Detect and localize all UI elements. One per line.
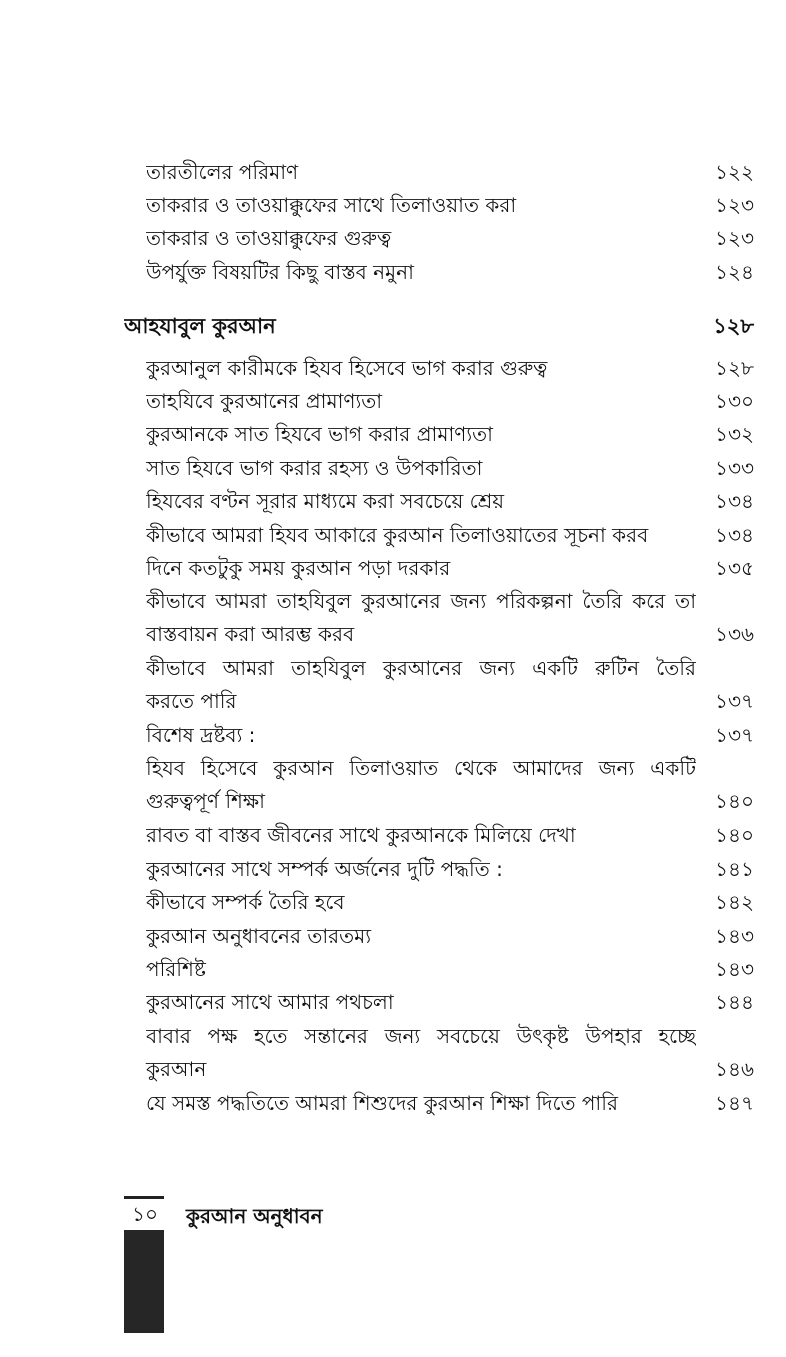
footer-decorative-bar — [124, 1230, 164, 1333]
toc-entry-title: সাত হিযবে ভাগ করার রহস্য ও উপকারিতা — [146, 456, 483, 480]
toc-entry-title: কুরআনকে সাত হিযবে ভাগ করার প্রামাণ্যতা — [146, 422, 493, 446]
toc-entry[interactable] — [146, 953, 754, 985]
toc-entry-page: ১৪৬ — [715, 1057, 754, 1081]
toc-entry-multiline[interactable] — [146, 585, 754, 651]
toc-entry[interactable] — [146, 886, 754, 918]
toc-entry-title-continued: বাস্তবায়ন করা আরম্ভ করব — [146, 622, 355, 646]
toc-section-heading[interactable] — [124, 310, 754, 342]
toc-entry-page: ১৩৬ — [715, 622, 754, 646]
toc-entry-page: ১২৩ — [715, 226, 754, 250]
toc-entry-page: ১৪৪ — [715, 990, 754, 1014]
toc-entry-page: ১৩২ — [715, 422, 754, 446]
toc-entry[interactable] — [146, 853, 754, 885]
toc-entry-title: কীভাবে আমরা তাহযিবুল কুরআনের জন্য পরিকল্পনা তৈরি করে তা — [146, 589, 696, 613]
toc-entry-title: কীভাবে আমরা হিযব আকারে কুরআন তিলাওয়াতের সূচনা করব — [146, 523, 649, 547]
toc-entry-page: ১৪৩ — [715, 957, 754, 981]
toc-entry-page: ১৪১ — [715, 857, 754, 881]
toc-entry-title: যে সমস্ত পদ্ধতিতে আমরা শিশুদের কুরআন শিক্ষা দিতে পারি — [146, 1091, 618, 1115]
toc-entry-page: ১৩৪ — [715, 489, 754, 513]
toc-entry[interactable] — [146, 485, 754, 517]
toc-entry-title-continued: করতে পারি — [146, 689, 237, 713]
toc-entry-page: ১২২ — [715, 160, 754, 184]
toc-entry[interactable] — [146, 519, 754, 551]
toc-entry-page: ১২৪ — [715, 260, 754, 284]
toc-entry-multiline[interactable] — [146, 1020, 754, 1086]
toc-entry-title: তাহযিবে কুরআনের প্রামাণ্যতা — [146, 389, 383, 413]
toc-section-title: আহযাবুল কুরআন — [124, 314, 276, 338]
toc-entry[interactable] — [146, 189, 754, 221]
toc-entry-page: ১৪০ — [715, 823, 754, 847]
toc-entry-title: হিযবের বণ্টন সূরার মাধ্যমে করা সবচেয়ে শ্রেয় — [146, 489, 505, 513]
toc-entry-page: ১৩৫ — [715, 556, 754, 580]
running-footer-title: কুরআন অনুধাবন — [186, 1204, 323, 1228]
toc-entry[interactable] — [146, 819, 754, 851]
page-number: ১০ — [132, 1202, 158, 1226]
toc-entry[interactable] — [146, 418, 754, 450]
toc-entry[interactable] — [146, 452, 754, 484]
toc-entry-title: তাকরার ও তাওয়াক্কুফের সাথে তিলাওয়াত করা — [146, 193, 517, 217]
toc-entry-title: কীভাবে আমরা তাহযিবুল কুরআনের জন্য একটি রুটিন তৈরি — [146, 656, 696, 680]
toc-entry-title: কুরআনের সাথে সম্পর্ক অর্জনের দুটি পদ্ধতি : — [146, 857, 503, 881]
toc-entry-title-continued: গুরুত্বপূর্ণ শিক্ষা — [146, 789, 265, 813]
toc-entry-title: কুরআনুল কারীমকে হিযব হিসেবে ভাগ করার গুরুত্ব — [146, 356, 548, 380]
toc-entry-title: বাবার পক্ষ হতে সন্তানের জন্য সবচেয়ে উৎকৃষ্ট উপহার হচ্ছে — [146, 1024, 696, 1048]
toc-entry-page: ১৪৩ — [715, 924, 754, 948]
toc-entry-page: ১২৩ — [715, 193, 754, 217]
toc-entry-title-continued: কুরআন — [146, 1057, 207, 1081]
toc-entry-title: তাকরার ও তাওয়াক্কুফের গুরুত্ব — [146, 226, 392, 250]
toc-entry-title: পরিশিষ্ট — [146, 957, 206, 981]
toc-entry-title: উপর্যুক্ত বিষয়টির কিছু বাস্তব নমুনা — [146, 260, 414, 284]
toc-entry-title: বিশেষ দ্রষ্টব্য : — [146, 723, 256, 747]
toc-entry[interactable] — [146, 156, 754, 188]
footer-rule — [124, 1196, 164, 1199]
toc-entry-title: রাবত বা বাস্তব জীবনের সাথে কুরআনকে মিলিয়ে দেখা — [146, 823, 576, 847]
toc-entry-title: কুরআন অনুধাবনের তারতম্য — [146, 924, 372, 948]
toc-entry-page: ১৩৩ — [715, 456, 754, 480]
toc-entry[interactable] — [146, 222, 754, 254]
toc-entry-title: হিযব হিসেবে কুরআন তিলাওয়াত থেকে আমাদের জন্য একটি — [146, 756, 696, 780]
toc-entry[interactable] — [146, 986, 754, 1018]
toc-section-page: ১২৮ — [713, 314, 754, 338]
toc-entry-page: ১৩৭ — [715, 723, 754, 747]
toc-entry[interactable] — [146, 920, 754, 952]
toc-entry-page: ১৩৭ — [715, 689, 754, 713]
toc-entry[interactable] — [146, 719, 754, 751]
toc-entry[interactable] — [146, 552, 754, 584]
toc-entry-page: ১৪২ — [715, 890, 754, 914]
toc-entry-multiline[interactable] — [146, 652, 754, 718]
toc-entry[interactable] — [146, 1087, 754, 1119]
toc-entry-page: ১৪০ — [715, 789, 754, 813]
toc-entry-page: ১৪৭ — [715, 1091, 754, 1115]
toc-entry-title: দিনে কতটুকু সময় কুরআন পড়া দরকার — [146, 556, 451, 580]
toc-entry[interactable] — [146, 256, 754, 288]
toc-entry[interactable] — [146, 352, 754, 384]
toc-entry-page: ১৩৪ — [715, 523, 754, 547]
toc-entry-page: ১৩০ — [715, 389, 754, 413]
toc-entry-title: তারতীলের পরিমাণ — [146, 160, 299, 184]
toc-entry[interactable] — [146, 385, 754, 417]
toc-entry-title: কীভাবে সম্পর্ক তৈরি হবে — [146, 890, 345, 914]
toc-entry-title: কুরআনের সাথে আমার পথচলা — [146, 990, 394, 1014]
toc-entry-multiline[interactable] — [146, 752, 754, 818]
toc-entry-page: ১২৮ — [715, 356, 754, 380]
